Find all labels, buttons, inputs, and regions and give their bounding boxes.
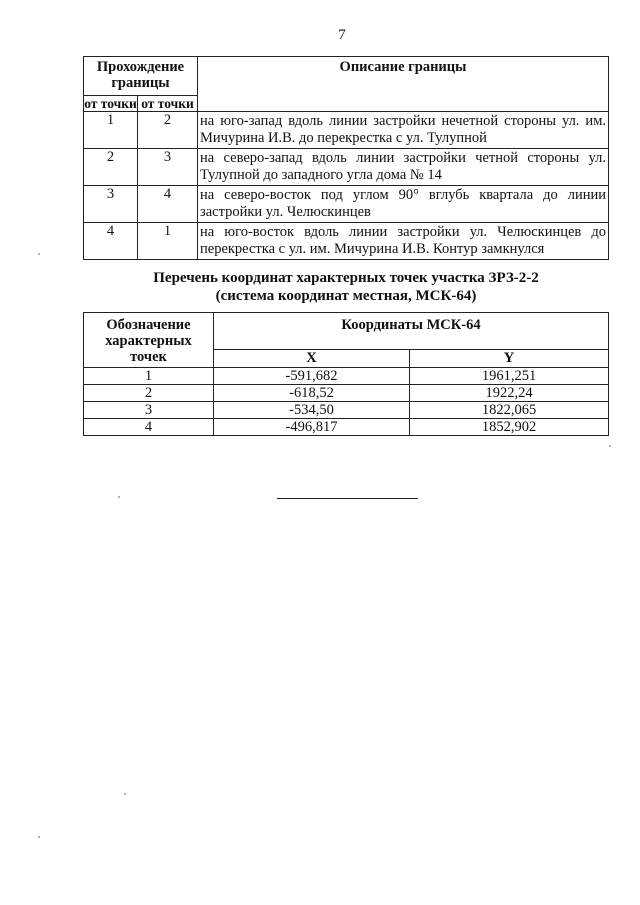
closing-rule bbox=[277, 498, 418, 499]
point-cell: 3 bbox=[84, 402, 214, 419]
coordinates-table-header bbox=[84, 313, 609, 350]
x-coordinate-cell: -496,817 bbox=[214, 419, 410, 436]
header-coordinates: Координаты МСК-64 bbox=[214, 313, 609, 350]
to-point-cell: 1 bbox=[138, 223, 198, 260]
x-coordinate-cell: -618,52 bbox=[214, 385, 410, 402]
from-point-cell: 1 bbox=[84, 112, 138, 149]
coords-section-title: Перечень координат характерных точек участка ЗРЗ-2-2 bbox=[153, 270, 539, 286]
boundary-table-header bbox=[84, 57, 609, 96]
y-coordinate-cell: 1822,065 bbox=[410, 402, 609, 419]
point-cell: 4 bbox=[84, 419, 214, 436]
header-boundary-passage: Прохождение границы bbox=[84, 57, 198, 96]
y-coordinate-cell: 1922,24 bbox=[410, 385, 609, 402]
header-axis-x: X bbox=[214, 350, 410, 368]
description-cell: на юго-запад вдоль линии застройки нечетной стороны ул. им. Мичурина И.В. до перекрестка с ул. Тулупной bbox=[198, 112, 609, 149]
header-boundary-description: Описание границы bbox=[198, 57, 609, 112]
coords-section-subtitle: (система координат местная, МСК-64) bbox=[215, 288, 477, 304]
boundary-table bbox=[83, 56, 609, 260]
table-row bbox=[84, 223, 609, 260]
scan-speck bbox=[38, 836, 40, 838]
description-cell: на северо-восток под углом 90° вглубь квартала до линии застройки ул. Челюскинцев bbox=[198, 186, 609, 223]
table-row bbox=[84, 385, 609, 402]
header-axis-y: Y bbox=[410, 350, 609, 368]
scan-speck bbox=[609, 445, 611, 447]
y-coordinate-cell: 1852,902 bbox=[410, 419, 609, 436]
subheader-to-point: от точки bbox=[138, 96, 198, 112]
subheader-from-point: от точки bbox=[84, 96, 137, 111]
table-row bbox=[84, 186, 609, 223]
scan-speck bbox=[38, 253, 40, 255]
to-point-cell: 2 bbox=[138, 112, 198, 149]
table-row bbox=[84, 368, 609, 385]
scan-speck bbox=[118, 496, 120, 498]
to-point-cell: 3 bbox=[138, 149, 198, 186]
to-point-cell: 4 bbox=[138, 186, 198, 223]
scan-speck bbox=[124, 793, 126, 795]
table-row bbox=[84, 402, 609, 419]
from-point-cell: 4 bbox=[84, 223, 138, 260]
table-row bbox=[84, 112, 609, 149]
coordinates-table bbox=[83, 312, 609, 436]
x-coordinate-cell: -591,682 bbox=[214, 368, 410, 385]
description-cell: на юго-восток вдоль линии застройки ул. Челюскинцев до перекрестка с ул. им. Мичурина И.В. Контур замкнулся bbox=[198, 223, 609, 260]
point-cell: 2 bbox=[84, 385, 214, 402]
from-point-cell: 3 bbox=[84, 186, 138, 223]
table-row bbox=[84, 419, 609, 436]
point-cell: 1 bbox=[84, 368, 214, 385]
table-row bbox=[84, 149, 609, 186]
description-cell: на северо-запад вдоль линии застройки четной стороны ул. Тулупной до западного угла дома № 14 bbox=[198, 149, 609, 186]
y-coordinate-cell: 1961,251 bbox=[410, 368, 609, 385]
header-points: Обозначение характерных точек bbox=[84, 313, 214, 368]
page-number: 7 bbox=[338, 27, 346, 43]
from-point-cell: 2 bbox=[84, 149, 138, 186]
x-coordinate-cell: -534,50 bbox=[214, 402, 410, 419]
